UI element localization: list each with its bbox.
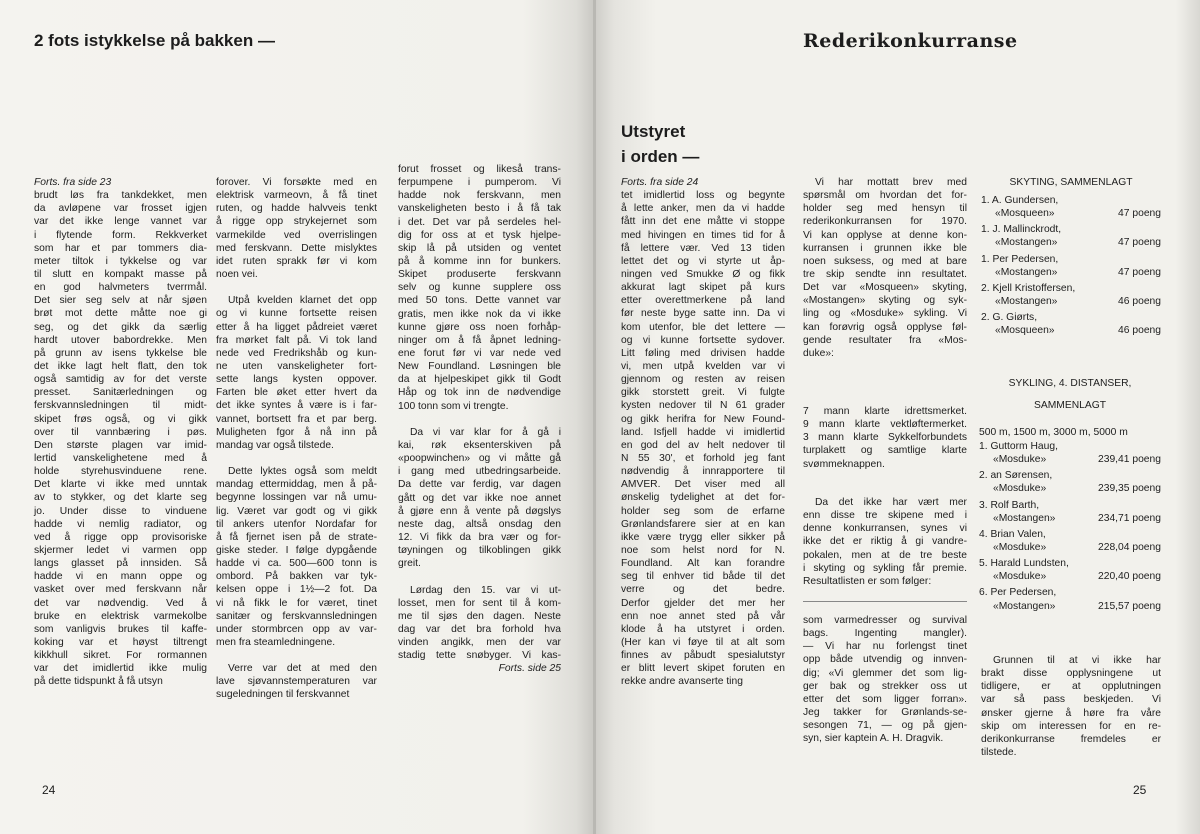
text-line: en god halvmeters tverrmål. [34,282,207,294]
text-line: tet imidlertid loss og begynte [621,190,785,202]
text-line: etter det som ligger forran». [803,693,967,705]
text-line: nede ved Fredrikshåb og kun- [216,347,377,359]
result-name: 1. A. Gundersen, [981,195,1059,206]
text-line: «Mostangen» skyting og syk- [803,295,967,307]
text-line: ninger om å få åpnet ledning- [398,334,561,346]
text-line: i skyting og sykling får premie. [803,562,967,574]
text-line: fra mørket falt på. Vi tok land [216,334,377,346]
text-line: i det. Det var på serdeles hel- [398,216,561,228]
text-line: Grunnen til at vi ikke har [993,655,1161,666]
text-line: hadde nok ferskvann, men [398,190,561,202]
text-line: akkurat lagt skipet på kurs [621,282,785,294]
text-line: en god del av helt nedover til [621,439,785,451]
text-line: Vi kan opplyse at denne kon- [803,229,967,241]
text-line: land. Isfjell hadde vi imidlertid [621,426,785,438]
text-line: brøt mot dette måtte noe gi [34,308,207,320]
result-ship-row [979,512,1161,525]
article-heading: 2 fots istykkelse på bakken — [34,31,275,50]
text-line: det ikke syntes å være is i far- [216,400,377,412]
text-line: pokalen, men at de tre beste [803,549,967,561]
text-line: ene forut før vi var nede ved [398,347,561,359]
result-points: 220,40 poeng [1098,571,1161,583]
text-line: derikonkurranse fremdeles er [981,733,1161,745]
text-line: ved å rigge opp provisoriske [34,531,207,543]
text-line: ningen ved Smukke Ø og fikk [621,268,785,280]
result-ship-row [979,600,1161,613]
text-line [216,281,377,294]
text-line: Resultatlisten er som følger: [803,575,932,587]
text-line: også samtidig av for det verste [34,374,207,386]
text-line: gikk storstett greit. Vi fulgte [621,387,785,399]
text-line: vasket over med ferskvann når [34,584,207,596]
text-line: kai, røk eksenterskiven på [398,439,561,451]
text-line: giske steder. I følge dypgående [216,544,377,556]
result-ship: «Mostangen» [993,600,1056,612]
text-line: tøyningen og tilkoblingen gikk [398,545,561,557]
text-column-2-top [803,176,967,360]
text-line: tre skip sendte inn resultatet. [803,268,967,280]
text-line: kom utenfor, ble det lettere — [621,321,785,333]
text-line: enn noe annet sted på vår [621,610,785,622]
result-points: 47 poeng [1118,266,1161,278]
text-line: med 50 tons. Dette vannet var [398,295,561,307]
text-line: 12. Vi fikk da bra vær og for- [398,531,561,543]
text-line: lig. Været var godt og vi gikk [216,505,377,517]
article-title-line-2: i orden — [621,147,700,166]
cycling-title-line-2: SAMMENLAGT [1033,400,1107,411]
text-line: vi, men utpå kvelden var vi [621,360,785,372]
text-line: Vi har mottatt brev med [815,177,967,188]
cycling-results-list [979,440,1161,613]
result-points: 46 poeng [1118,325,1161,337]
text-line: da at hjelpeskipet gikk til Godt [398,374,561,386]
shooting-results-list [981,194,1161,337]
result-ship: «Mosqueen» [995,208,1055,220]
result-ship: «Mosduke» [993,571,1047,583]
text-line: ikke være trygg eller sikker på [621,531,785,543]
result-ship-row [979,453,1161,466]
text-line [398,413,561,426]
text-line: det ikke lagt helt flatt, den tok [34,360,207,372]
text-line: seg, og det gikk da særlig [34,321,207,333]
text-line: lave sjøvannstemperaturen var [216,676,377,688]
text-line: i flytende form. Rekkverket [34,229,207,241]
text-column-2-middle [803,496,967,588]
cycling-title-line-1: SYKLING, 4. DISTANSER, [1008,378,1132,389]
text-line: varmekilde ved overrislingen [216,229,377,241]
result-name: 3. Rolf Barth, [979,499,1040,511]
text-line: noen vei. [216,268,258,280]
text-line: brakt disse opplysningene ut [981,668,1161,680]
text-line: Håp og tok inn de nødvendige [398,387,561,399]
text-line: Det sier seg selv at når sjøen [34,295,207,307]
text-column-2 [216,176,377,702]
text-line: hadde vi en mann oppe og [34,571,207,583]
text-line: å gjøre enn å vente på døgslys [398,505,561,517]
text-line: gratis, men ikke nok da vi ikke [398,308,561,320]
text-line: Litt føling med drivisen hadde [621,347,785,359]
text-line: «poopwinchen» og vi måtte gå [398,453,561,465]
text-line: vi nå fikk le for været, tinet [216,597,377,609]
text-line: ferskvannsledningen til midt- [34,400,207,412]
text-line: som vanligvis brukes til kaffe- [34,623,207,635]
text-line: Da vi var klar for å gå i [410,426,561,438]
text-line: ombord. På bakken var tyk- [216,571,377,583]
text-line: over til vannbæring i pøs. [34,426,207,438]
text-column-3 [398,163,561,675]
text-line: selv og kunne supplere oss [398,282,561,294]
result-ship-row [981,266,1161,279]
text-line: Jeg takker for Grønlands-se- [803,706,967,718]
text-line: mandag ettermiddag, men å på- [216,479,377,491]
text-line: og gikk herifra for New Found- [621,413,785,425]
text-line: jo. Under disse to vinduene [34,505,207,517]
result-ship: «Mosduke» [993,483,1047,495]
text-line: New Foundland. Løsningen ble [398,361,561,373]
text-line: rederikonkurransen for 1970. [803,216,967,228]
text-line: ruten, og hadde halvveis tenkt [216,203,377,215]
text-line: fått inn det ene måtte vi stoppe [621,216,785,228]
result-name: 1. Per Pedersen, [981,253,1059,265]
text-column-1 [34,176,207,688]
text-line: ikke det er riktig å gi vandre- [803,536,967,548]
text-line: mandag var også tilstede. [216,439,334,451]
text-line: hadde vi nemlig radiator, og [34,518,207,530]
text-line: kikkhull sikret. For rormannen [34,650,207,662]
text-line: skip om interessen for en re- [981,720,1161,732]
text-column-3-end [981,654,1161,759]
text-line: ferpumpene i pumperom. Vi [398,177,561,189]
result-points: 46 poeng [1118,295,1161,307]
text-line: kysten nedover til N 61 grader [621,400,785,412]
text-line: losset, men for sent til å kom- [398,597,561,609]
result-name: 1. J. Mallinckrodt, [981,224,1062,236]
text-line: Det var «Mosqueen» skyting, [803,282,967,294]
shooting-title: SKYTING, SAMMENLAGT [1009,177,1133,188]
text-line: bags. Ingenting mangler). [803,628,967,640]
text-line: turplakett og samtlige klarte [803,445,967,457]
text-line: tilstede. [981,746,1017,758]
text-line: ling og «Mosduke» sykling. Vi [803,308,967,320]
right-page [596,0,1200,834]
text-line: holder seg som de erfarne [621,505,785,517]
result-points: 47 poeng [1118,208,1161,220]
text-line: holde styrehusvinduene rene. [34,466,207,478]
text-line: brudt løs fra tankdekket, men [34,190,207,202]
result-ship-row [981,236,1161,249]
text-line: sesongen 71, — og på gjen- [803,720,967,732]
text-line: ger bak og strekker oss ut [803,680,967,692]
result-points: 239,41 poeng [1098,454,1161,466]
text-line: skipet frøs også, og vi gikk [34,413,207,425]
text-line: sanitær og ferskvannsledningen [216,610,377,622]
result-ship: «Mostangen» [995,266,1058,278]
text-line: Dette lyktes også som meldt [228,466,377,478]
result-name: 2. G. Giørts, [981,312,1038,324]
text-line: N 55 30', et forhold jeg fant [621,452,785,464]
text-line: kan forøvrig også opplyse føl- [803,321,967,333]
result-ship: «Mostangen» [995,237,1058,249]
text-line: gende resultater fra «Mos- [803,334,967,346]
result-points: 228,04 poeng [1098,541,1161,553]
text-line: begynne lossingen var nå umu- [216,492,377,504]
text-line: som har et par tommers dia- [34,242,207,254]
text-line: finnes av påbudt spesialutstyr [621,650,785,662]
page-number: 25 [1133,783,1147,797]
text-line [398,570,561,583]
result-ship-row [981,324,1161,337]
text-line: Da dette var ferdig, var dagen [398,479,561,491]
text-line: og vi kunne fortsette reisen [216,308,377,320]
left-page [0,0,594,834]
text-line: me til sjøs den dagen. Neste [398,610,561,622]
cycling-distances: 500 m, 1500 m, 3000 m, 5000 m [979,427,1128,438]
article-title [621,119,699,169]
text-line: Da det ikke har vært mer [815,497,967,508]
result-ship: «Mosduke» [993,541,1047,553]
text-line: Det klarte vi ikke med unntak [34,479,207,491]
text-line: 9 mann klarte vektløftermerket. [803,419,967,431]
result-name: 4. Brian Valen, [979,528,1046,540]
text-line: å rigge opp strykejernet som [216,216,377,228]
text-line: etter overettmerkene på land [621,295,785,307]
text-line: forut frosset og likeså trans- [398,164,561,175]
text-line: da avløpene var frosset igjen [34,203,207,215]
text-line: var så pass beskjeden. Vi [981,694,1161,706]
result-ship: «Mostangen» [993,512,1056,524]
text-line: meter tiltok i tykkelse og var [34,255,207,267]
text-line: lertid vanskelighetene med å [34,452,207,464]
text-line: Den største plagen var imid- [34,439,207,451]
text-line: nødvendig å innrapportere til [621,466,785,478]
section-title: Rederikonkurranse [803,30,1018,52]
result-ship-row [979,570,1161,583]
text-line: Lørdag den 15. var vi ut- [410,584,561,596]
text-line: 3 mann klarte Sykkelforbundets [803,432,967,444]
text-line: det var nødvendig. Ved å [34,597,207,609]
cycling-results [979,377,1161,616]
shooting-results [981,176,1161,340]
text-line: noen suksess, og med at bare [803,255,967,267]
text-column-2-bottom [803,614,967,745]
text-line [216,649,377,662]
text-line: men fra steamledningene. [216,636,336,648]
result-ship-row [981,207,1161,220]
text-line: Utpå kvelden klarnet det opp [228,295,377,307]
text-line: 100 tonn som vi trengte. [398,400,509,412]
result-points: 239,35 poeng [1098,483,1161,495]
text-line: spørsmål om hvordan det for- [803,190,967,202]
text-line: koking var et høyst tiltrengt [34,636,207,648]
text-line: denne konkurransen, synes vi [803,523,967,535]
text-line: stadig tette snøbyger. Vi kas- [398,650,561,662]
result-points: 47 poeng [1118,237,1161,249]
text-line: — Vi har nu forlengst tinet [803,641,967,653]
result-ship: «Mosqueen» [995,325,1055,337]
text-column-2-results [803,405,967,471]
text-line: Forts. fra side 24 [621,177,699,188]
text-line: i gang med utbedringsarbeide. [398,466,561,478]
text-line: duke»: [803,347,834,359]
text-line: AMVER. Det viser med all [621,479,785,491]
text-line: svømmeknappen. [803,458,885,470]
text-line: kurransen i grunnen ikke ble [803,242,967,254]
text-line: å lette anker, men da vi hadde [621,203,785,215]
text-line: neste dag, altså onsdag den [398,518,561,530]
text-line: kunne gjøre oss noen forhåp- [398,321,561,333]
text-line: sugeledningen til ferskvannet [216,689,350,701]
text-line: presset. Sanitærledningen og [34,387,207,399]
text-line: tidligere, er at opplutningen [981,681,1161,693]
text-line: seg til enhver tid både til det [621,571,785,583]
text-line: enn disse tre skipene med i [803,510,967,522]
result-name: 6. Per Pedersen, [979,587,1057,599]
text-line: lettet det og vi styrte ut åp- [621,255,785,267]
text-line: dig; «Vi glemmer det som lig- [803,667,967,679]
text-line: Foundland. Alt kan forandre [621,558,785,570]
article-title-line-1: Utstyret [621,122,686,141]
text-line: Forts. side 25 [498,663,561,675]
text-line: kelsen oppe i 1½—2 fot. Da [216,584,377,596]
text-line: Grønlandsfarere sier at en kan [621,518,785,530]
text-line: vannet, bortsett fra et par berg. [216,413,377,425]
text-line: og vi kunne fortsette sydover. [621,334,785,346]
text-line: Verre var det at med den [228,663,377,675]
text-line: få lettere vær. Ved 13 tiden [621,242,785,254]
text-line: ønskelig tydelighet at det for- [621,492,785,504]
text-line: ønsker gjerne å høre fra våre [981,707,1161,719]
result-ship-row [981,295,1161,308]
text-line: var det ikke lenge vannet var [34,216,207,228]
text-line: klode å ha utstyret i orden. [621,623,785,635]
text-line: hadde vi ca. 500—600 tonn is [216,558,377,570]
text-line: Muligheten fgor å nå inn på [216,426,377,438]
text-line: med hivingen en times tid for å [621,229,785,241]
text-line: av to stykker, og det klarte seg [34,492,207,504]
text-line: gått og det var ikke noe annet [398,492,561,504]
text-line: bruke en elektrisk varmekolbe [34,610,207,622]
text-line: vanskeligheten besto i å få tak [398,203,561,215]
text-line: Derfor gjelder det mer her [621,597,785,609]
text-line: syn, sier kaptein A. H. Dragvik. [803,733,944,745]
text-line: sette langs kysten oppover. [216,374,377,386]
text-line: etter å ha ligget pådreiet været [216,321,377,333]
text-line [216,452,377,465]
text-line: på dette tidspunkt å få utsyn [34,676,163,688]
text-line: (Her kan vi føye til at alt som [621,636,785,648]
text-line: hardt utover babordrekke. Men [34,334,207,346]
text-line: var det imidlertid ikke mulig [34,663,207,675]
text-line: vinden angikk, men der var [398,637,561,649]
text-line: før neste byge satte inn. Da vi [621,308,785,320]
result-name: 5. Harald Lundsten, [979,558,1069,570]
result-ship: «Mostangen» [995,295,1058,307]
page-number: 24 [42,783,56,797]
text-line: holder seg med hensyn til [803,203,967,215]
result-ship-row [979,482,1161,495]
text-line: å få fjernet isen på de strate- [216,531,377,543]
text-line: gjennom og resten av reisen [621,374,785,386]
result-name: 1. Guttorm Haug, [979,441,1058,452]
text-line: rekke andre avanserte ting [621,676,743,688]
text-line: er blitt levert skipet foruten en [621,663,785,675]
text-line: forover. Vi forsøkte med en [216,177,377,188]
result-name: 2. an Sørensen, [979,470,1053,482]
text-line: skip lå på utsiden og ventet [398,242,561,254]
divider-rule [803,601,967,602]
text-line: Farten ble øket etter hvert da [216,387,377,399]
text-line: skjermer ledet vi varmen opp [34,544,207,556]
text-line: elektrisk varmeovn, å få tinet [216,190,377,202]
text-line: langs glasset på innsiden. Så [34,558,207,570]
text-line: idet ruten sprakk før vi kom [216,255,377,267]
result-ship-row [979,541,1161,554]
text-line: greit. [398,558,421,570]
result-points: 234,71 poeng [1098,512,1161,524]
text-line: noe som helst nord for N. [621,544,785,556]
text-line: på grunn av isens tykkelse ble [34,347,207,359]
text-line: opp både utvendig og innven- [803,654,967,666]
result-name: 2. Kjell Kristoffersen, [981,282,1076,294]
text-line: verre og det bedre. [621,584,785,596]
result-ship: «Mosduke» [993,454,1047,466]
text-line: Forts. fra side 23 [34,177,112,188]
text-line: med ferskvann. Dette mislyktes [216,242,377,254]
text-column-1 [621,176,785,688]
text-line: dig for oss at et tysk hjelpe- [398,229,561,241]
result-points: 215,57 poeng [1098,600,1161,612]
text-line: ne uten vanskeligheter fort- [216,360,377,372]
text-line: til slutt en kompakt masse på [34,268,207,280]
text-line: som varmedresser og survival [803,615,967,626]
text-line: under stormbrcen opp av var- [216,623,377,635]
text-line: 7 mann klarte idrettsmerket. [803,406,967,417]
text-line: til ankers utenfor Nordafar for [216,518,377,530]
text-line: dag var det bra forhold hva [398,623,561,635]
text-line: på å komme inn for bunkers. [398,255,561,267]
text-line: Skipet produserte ferskvann [398,269,561,281]
